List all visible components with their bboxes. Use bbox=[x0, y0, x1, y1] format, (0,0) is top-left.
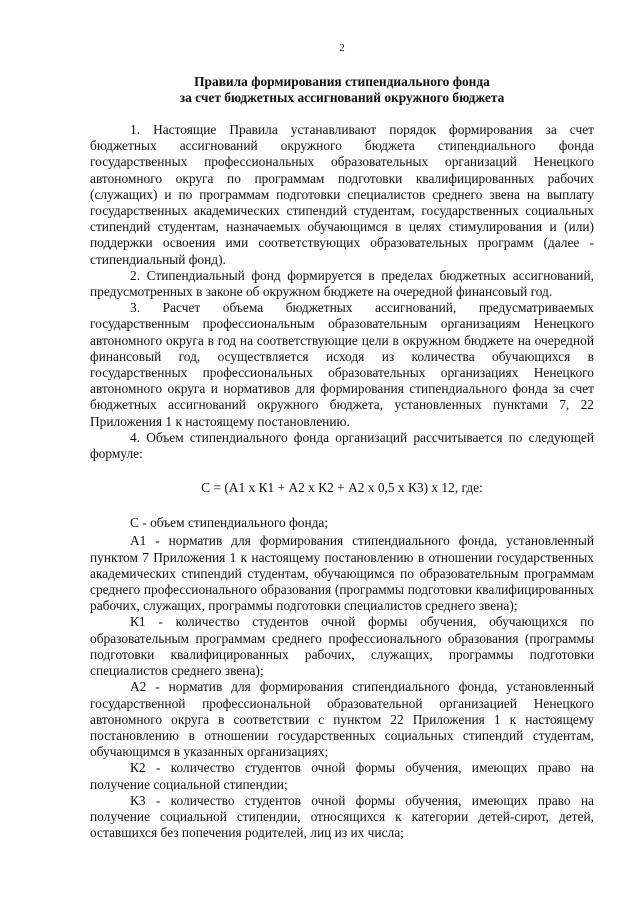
document-title bbox=[90, 74, 594, 106]
paragraph-4: 4. Объем стипендиального фонда организаций рассчитывается по следующей формуле: bbox=[90, 429, 594, 462]
definition-k2: К2 - количество студентов очной формы обучения, имеющих право на получение социальной стипендии; bbox=[90, 760, 594, 792]
paragraph-1: 1. Настоящие Правила устанавливают порядок формирования за счет бюджетных ассигнований окружного бюджета стипендиального фонда государственных профессиональных образовательных организаций Ненецкого автономного округа по программам подготовки квалифицированных рабочих (служащих) и по программам подготовки специалистов среднего звена на выплату государственных академических стипендий студентам, государственных социальных стипендий студентам, назначаемых обучающимся в целях стимулирования и (или) поддержки освоения ими соответствующих образовательных программ (далее - стипендиальный фонд). bbox=[90, 122, 594, 267]
formula: С = (А1 х К1 + А2 х К2 + А2 х 0,5 х К3) х 12, где: bbox=[201, 480, 483, 496]
paragraph-2: 2. Стипендиальный фонд формируется в пределах бюджетных ассигнований, предусмотренных в законе об окружном бюджете на очередной финансовый год. bbox=[90, 267, 594, 300]
definition-a1: А1 - норматив для формирования стипендиального фонда, установленный пунктом 7 Приложения 1 к настоящему постановлению в отношении государственных академических стипендий студентам, обучающимся по образовательным программам среднего профессионального образования (программы подготовки квалифицированных рабочих, служащих, программы подготовки специалистов среднего звена); bbox=[90, 533, 594, 614]
definition-k1: К1 - количество студентов очной формы обучения, обучающихся по образовательным программам среднего профессионального образования (программы подготовки квалифицированных рабочих, служащих, программы подготовки специалистов среднего звена); bbox=[90, 614, 594, 679]
definition-a2: А2 - норматив для формирования стипендиального фонда, установленный государственной профессиональной образовательной организацией Ненецкого автономного округа в соответствии с пунктом 22 Приложения 1 к настоящему постановлению в отношении государственных социальных стипендий студентам, обучающимся в указанных организациях; bbox=[90, 679, 594, 760]
paragraph-3: 3. Расчет объема бюджетных ассигнований, предусматриваемых государственным профессиональным образовательным организациям Ненецкого автономного округа в год на соответствующие цели в окружном бюджете на очередной финансовый год, осуществляется исходя из количества обучающихся в государственных профессиональных образовательных организациях Ненецкого автономного округа и нормативов для формирования стипендиального фонда за счет бюджетных ассигнований окружного бюджета, установленных пунктами 7, 22 Приложения 1 к настоящему постановлению. bbox=[90, 300, 594, 429]
title-line-1: Правила формирования стипендиального фонда bbox=[194, 74, 490, 89]
title-line-2: за счет бюджетных ассигнований окружного бюджета bbox=[179, 90, 505, 105]
definition-c: С - объем стипендиального фонда; bbox=[130, 515, 329, 531]
page-number: 2 bbox=[339, 42, 345, 54]
definition-k3: К3 - количество студентов очной формы обучения, имеющих право на получение социальной стипендии, относящихся к категории детей-сирот, детей, оставшихся без попечения родителей, лиц из их числа; bbox=[90, 792, 594, 841]
